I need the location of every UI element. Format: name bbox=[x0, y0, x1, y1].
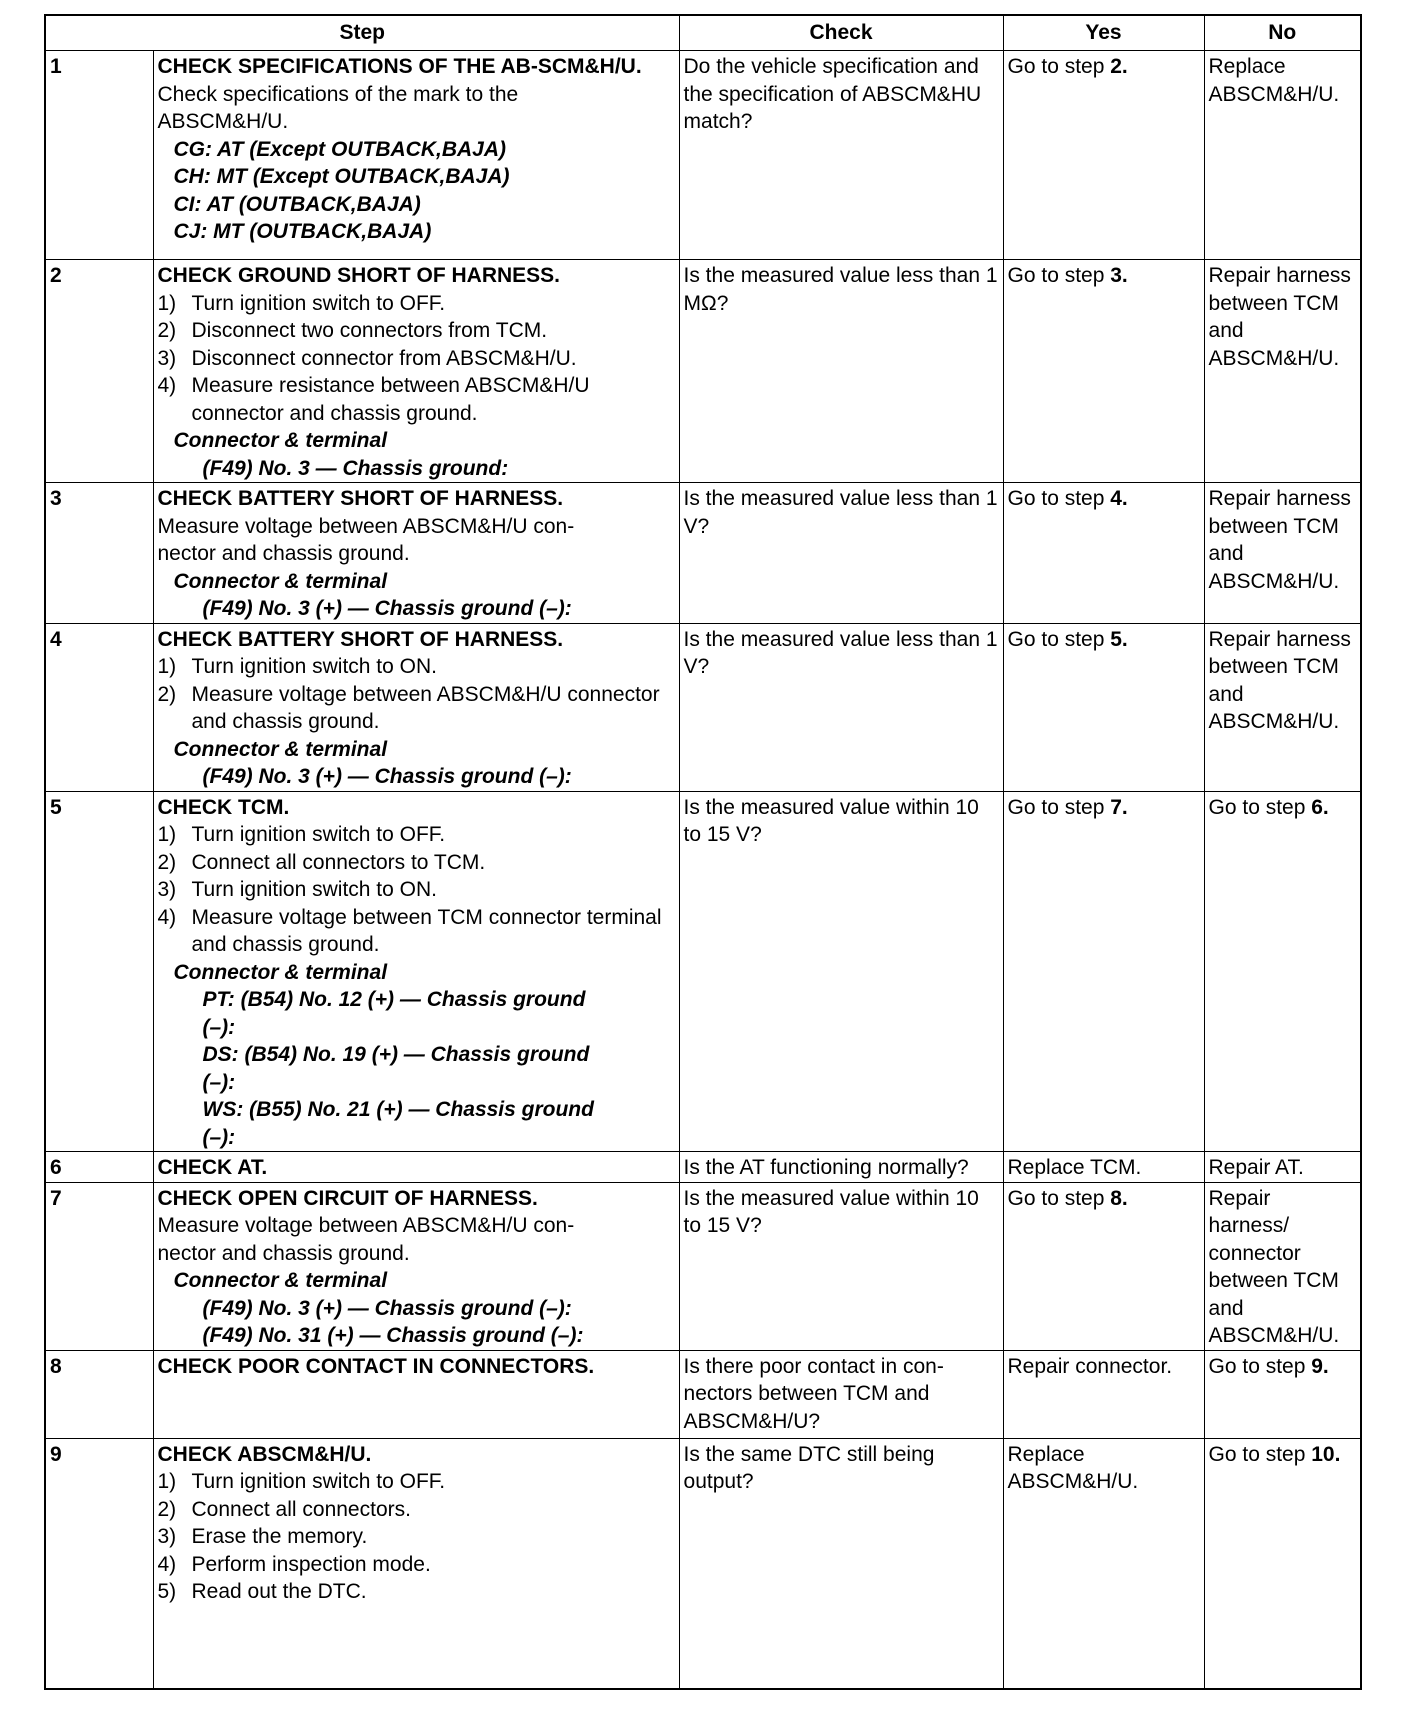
step-number: 9 bbox=[45, 1438, 153, 1689]
list-item bbox=[158, 904, 675, 959]
no-step: 9. bbox=[1311, 1354, 1329, 1378]
step-title: CHECK BATTERY SHORT OF HARNESS. bbox=[157, 487, 564, 510]
yes-prefix: Go to step bbox=[1007, 1186, 1105, 1210]
no-prefix: Go to step bbox=[1208, 795, 1306, 819]
step-text: Measure voltage between ABSCM&H/U con- bbox=[157, 1214, 575, 1237]
spec-code: CJ: MT (OUTBACK,BAJA) bbox=[173, 220, 432, 243]
no-cell bbox=[1204, 1438, 1361, 1689]
yes-prefix: Go to step bbox=[1007, 627, 1105, 651]
step-cell bbox=[153, 1438, 679, 1689]
step-text: Check specifications of the mark to the bbox=[157, 82, 519, 106]
no-cell: Repair harness between TCM and ABSCM&H/U. bbox=[1204, 623, 1361, 791]
step-title: CHECK TCM. bbox=[157, 795, 290, 819]
item-text: Measure resistance between ABSCM&H/U connector and chassis ground. bbox=[191, 374, 590, 425]
step-cell bbox=[153, 51, 679, 260]
table-row bbox=[45, 1152, 1361, 1183]
item-number: 2) bbox=[157, 682, 177, 706]
no-cell bbox=[1204, 791, 1361, 1152]
item-text: Disconnect connector from ABSCM&H/U. bbox=[191, 346, 577, 370]
item-text: Connect all connectors. bbox=[191, 1497, 411, 1521]
step-number: 5 bbox=[45, 791, 153, 1152]
list-item bbox=[158, 1468, 675, 1496]
list-item bbox=[158, 876, 675, 904]
step-number: 2 bbox=[45, 260, 153, 483]
terminal-spec: (F49) No. 3 (+) — Chassis ground (–): bbox=[202, 597, 572, 620]
step-number: 4 bbox=[45, 623, 153, 791]
step-number: 6 bbox=[45, 1152, 153, 1183]
check-cell: Is the measured value less than 1 V? bbox=[679, 623, 1003, 791]
item-text: Perform inspection mode. bbox=[191, 1552, 431, 1576]
list-item bbox=[158, 653, 675, 681]
step-number: 3 bbox=[45, 483, 153, 624]
step-cell bbox=[153, 260, 679, 483]
item-number: 1) bbox=[157, 823, 177, 846]
diagnostic-table bbox=[44, 14, 1362, 1690]
step-title: CHECK AT. bbox=[157, 1156, 268, 1179]
terminal-spec: (F49) No. 31 (+) — Chassis ground (–): bbox=[202, 1324, 584, 1347]
terminal-spec: (–): bbox=[202, 1070, 236, 1094]
list-item bbox=[158, 290, 675, 318]
step-cell bbox=[153, 1182, 679, 1350]
list-item bbox=[158, 345, 675, 373]
item-number: 3) bbox=[157, 878, 177, 901]
no-step: 6. bbox=[1311, 795, 1329, 819]
yes-step: 5. bbox=[1110, 627, 1128, 651]
check-cell: Is the AT functioning normally? bbox=[679, 1152, 1003, 1183]
table-row bbox=[45, 1182, 1361, 1350]
no-cell: Repair harness between TCM and ABSCM&H/U. bbox=[1204, 483, 1361, 624]
step-text: nector and chassis ground. bbox=[157, 542, 410, 565]
step-cell bbox=[153, 791, 679, 1152]
step-title: CHECK ABSCM&H/U. bbox=[157, 1442, 372, 1466]
table-row bbox=[45, 51, 1361, 260]
step-title: CHECK BATTERY SHORT OF HARNESS. bbox=[157, 627, 564, 651]
item-text: Disconnect two connectors from TCM. bbox=[191, 319, 548, 342]
terminal-spec: (–): bbox=[202, 1125, 236, 1149]
connector-terminal-label: Connector & terminal bbox=[173, 1269, 388, 1292]
connector-terminal-label: Connector & terminal bbox=[173, 569, 388, 593]
connector-terminal-label: Connector & terminal bbox=[173, 429, 388, 452]
yes-cell: Replace TCM. bbox=[1003, 1152, 1204, 1183]
no-cell: Repair AT. bbox=[1204, 1152, 1361, 1183]
item-number: 4) bbox=[157, 1552, 177, 1576]
step-cell bbox=[153, 1350, 679, 1438]
yes-prefix: Go to step bbox=[1007, 487, 1105, 510]
list-item bbox=[158, 849, 675, 877]
item-number: 2) bbox=[157, 850, 177, 874]
list-item bbox=[158, 1496, 675, 1524]
step-number: 7 bbox=[45, 1182, 153, 1350]
no-cell bbox=[1204, 1350, 1361, 1438]
list-item bbox=[158, 1578, 675, 1606]
item-text: Connect all connectors to TCM. bbox=[191, 850, 486, 874]
check-cell: Is there poor contact in con-nectors between TCM and ABSCM&H/U? bbox=[679, 1350, 1003, 1438]
step-title: CHECK GROUND SHORT OF HARNESS. bbox=[157, 264, 561, 287]
no-prefix: Go to step bbox=[1208, 1354, 1306, 1378]
item-number: 1) bbox=[157, 291, 177, 315]
table-row bbox=[45, 791, 1361, 1152]
terminal-spec: (F49) No. 3 — Chassis ground: bbox=[202, 456, 509, 480]
item-number: 3) bbox=[157, 346, 177, 370]
check-cell: Is the measured value less than 1 MΩ? bbox=[679, 260, 1003, 483]
spec-code: CG: AT (Except OUTBACK,BAJA) bbox=[173, 137, 507, 161]
item-number: 4) bbox=[157, 374, 177, 397]
header-step: Step bbox=[45, 15, 679, 51]
no-cell: Repair harness between TCM and ABSCM&H/U. bbox=[1204, 260, 1361, 483]
step-cell bbox=[153, 623, 679, 791]
terminal-spec: DS: (B54) No. 19 (+) — Chassis ground bbox=[202, 1043, 590, 1066]
header-row bbox=[45, 15, 1361, 51]
check-cell: Is the measured value within 10 to 15 V? bbox=[679, 1182, 1003, 1350]
item-text: Measure voltage between TCM connector terminal and chassis ground. bbox=[191, 905, 662, 956]
step-title: CHECK SPECIFICATIONS OF THE AB-SCM&H/U. bbox=[157, 55, 642, 78]
yes-prefix: Go to step bbox=[1007, 795, 1105, 819]
table-row bbox=[45, 623, 1361, 791]
table-row bbox=[45, 483, 1361, 624]
list-item bbox=[158, 821, 675, 849]
item-number: 2) bbox=[157, 1497, 177, 1521]
list-item bbox=[158, 1523, 675, 1551]
step-cell bbox=[153, 1152, 679, 1183]
item-text: Read out the DTC. bbox=[191, 1580, 367, 1603]
table-row bbox=[45, 260, 1361, 483]
yes-step: 7. bbox=[1110, 795, 1128, 819]
no-prefix: Go to step bbox=[1208, 1442, 1306, 1466]
yes-cell bbox=[1003, 791, 1204, 1152]
step-text: Measure voltage between ABSCM&H/U con- bbox=[157, 514, 575, 538]
item-text: Turn ignition switch to OFF. bbox=[191, 1470, 446, 1493]
yes-cell: Repair connector. bbox=[1003, 1350, 1204, 1438]
item-number: 3) bbox=[157, 1525, 177, 1548]
yes-step: 4. bbox=[1110, 487, 1128, 510]
spec-code: CH: MT (Except OUTBACK,BAJA) bbox=[173, 165, 510, 188]
yes-cell bbox=[1003, 623, 1204, 791]
step-cell bbox=[153, 483, 679, 624]
yes-prefix: Go to step bbox=[1007, 264, 1105, 287]
yes-step: 8. bbox=[1110, 1186, 1128, 1210]
table-row bbox=[45, 1350, 1361, 1438]
yes-cell bbox=[1003, 51, 1204, 260]
terminal-spec: PT: (B54) No. 12 (+) — Chassis ground bbox=[202, 988, 586, 1011]
yes-cell bbox=[1003, 260, 1204, 483]
yes-cell: Replace ABSCM&H/U. bbox=[1003, 1438, 1204, 1689]
item-number: 4) bbox=[157, 905, 177, 929]
header-no: No bbox=[1204, 15, 1361, 51]
connector-terminal-label: Connector & terminal bbox=[173, 960, 388, 984]
no-cell: Replace ABSCM&H/U. bbox=[1204, 51, 1361, 260]
yes-prefix: Go to step bbox=[1007, 55, 1105, 78]
step-number: 1 bbox=[45, 51, 153, 260]
terminal-spec: (–): bbox=[202, 1015, 236, 1039]
yes-step: 3. bbox=[1110, 264, 1128, 287]
header-yes: Yes bbox=[1003, 15, 1204, 51]
list-item bbox=[158, 317, 675, 345]
item-number: 2) bbox=[157, 319, 177, 342]
step-title: CHECK POOR CONTACT IN CONNECTORS. bbox=[157, 1354, 595, 1378]
check-cell: Is the measured value less than 1 V? bbox=[679, 483, 1003, 624]
step-number: 8 bbox=[45, 1350, 153, 1438]
spec-code: CI: AT (OUTBACK,BAJA) bbox=[173, 192, 421, 216]
item-text: Turn ignition switch to OFF. bbox=[191, 823, 446, 846]
step-title: CHECK OPEN CIRCUIT OF HARNESS. bbox=[157, 1186, 538, 1210]
list-item bbox=[158, 1551, 675, 1579]
yes-cell bbox=[1003, 1182, 1204, 1350]
yes-step: 2. bbox=[1110, 55, 1128, 78]
check-cell: Is the measured value within 10 to 15 V? bbox=[679, 791, 1003, 1152]
item-number: 1) bbox=[157, 655, 177, 678]
list-item bbox=[158, 681, 675, 736]
check-cell: Do the vehicle specification and the specification of ABSCM&HU match? bbox=[679, 51, 1003, 260]
item-number: 5) bbox=[157, 1580, 177, 1603]
step-text: nector and chassis ground. bbox=[157, 1241, 410, 1265]
check-cell: Is the same DTC still being output? bbox=[679, 1438, 1003, 1689]
item-text: Measure voltage between ABSCM&H/U connector and chassis ground. bbox=[191, 682, 660, 733]
list-item bbox=[158, 372, 675, 427]
connector-terminal-label: Connector & terminal bbox=[173, 737, 388, 761]
item-text: Turn ignition switch to ON. bbox=[191, 655, 437, 678]
yes-cell bbox=[1003, 483, 1204, 624]
step-text: ABSCM&H/U. bbox=[157, 110, 289, 133]
item-text: Erase the memory. bbox=[191, 1525, 368, 1548]
no-cell: Repair harness/ connector between TCM and ABSCM&H/U. bbox=[1204, 1182, 1361, 1350]
terminal-spec: WS: (B55) No. 21 (+) — Chassis ground bbox=[202, 1098, 594, 1121]
terminal-spec: (F49) No. 3 (+) — Chassis ground (–): bbox=[202, 1296, 572, 1320]
table-row bbox=[45, 1438, 1361, 1689]
item-text: Turn ignition switch to OFF. bbox=[191, 291, 446, 315]
no-step: 10. bbox=[1311, 1442, 1341, 1466]
terminal-spec: (F49) No. 3 (+) — Chassis ground (–): bbox=[202, 765, 572, 788]
header-check: Check bbox=[679, 15, 1003, 51]
item-number: 1) bbox=[157, 1470, 177, 1493]
item-text: Turn ignition switch to ON. bbox=[191, 878, 437, 901]
